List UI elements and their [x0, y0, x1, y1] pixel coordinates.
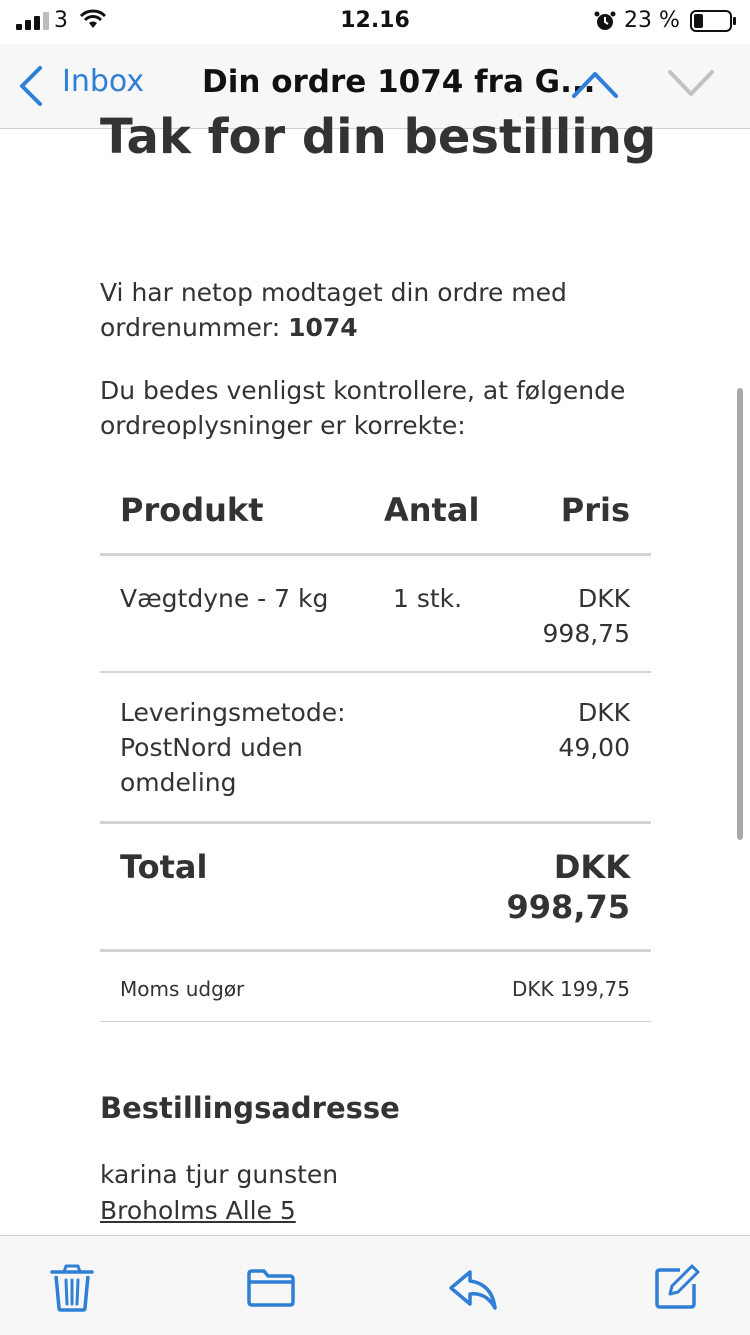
column-header-product: Produkt [120, 491, 264, 529]
carrier-label: 3 [54, 8, 68, 33]
compose-icon[interactable] [654, 1264, 700, 1310]
next-message-chevron-down-icon[interactable] [666, 66, 716, 102]
column-header-quantity: Antal [384, 491, 480, 529]
alarm-icon [594, 10, 616, 32]
vat-value: DKK 199,75 [512, 977, 630, 1001]
address-heading: Bestillingsadresse [100, 1091, 400, 1125]
table-row-vat [100, 975, 651, 1005]
total-divider-top [100, 821, 651, 824]
item-price-value: 998,75 [542, 619, 630, 648]
back-chevron-icon[interactable] [16, 64, 44, 108]
folder-icon[interactable] [246, 1268, 296, 1308]
column-header-price: Pris [560, 491, 630, 529]
status-bar [0, 0, 750, 44]
address-name: karina tjur gunsten [100, 1160, 339, 1189]
scrollbar[interactable] [737, 388, 743, 840]
intro-text: Vi har netop modtaget din ordre med ordrenummer: [100, 278, 567, 342]
shipping-price-value: 49,00 [558, 733, 630, 762]
table-row-item [100, 581, 651, 671]
table-row-total [100, 849, 651, 929]
item-quantity: 1 stk. [393, 584, 463, 613]
trash-icon[interactable] [50, 1264, 94, 1312]
email-heading: Tak for din bestilling [100, 109, 657, 165]
total-value: 998,75 [506, 888, 630, 926]
table-row-shipping [100, 695, 651, 805]
battery-icon [690, 10, 736, 32]
vat-divider [100, 1021, 651, 1022]
vat-label: Moms udgør [120, 977, 245, 1001]
order-table-header [100, 491, 651, 555]
item-price-currency: DKK [577, 584, 630, 613]
shipping-label-line1: Leveringsmetode: [120, 698, 346, 727]
message-subject-title: Din ordre 1074 fra G... [202, 64, 596, 100]
address-street-link[interactable]: Broholms Alle 5 [100, 1196, 296, 1225]
battery-percent: 23 % [624, 8, 680, 33]
total-divider-bottom [100, 949, 651, 952]
reply-icon[interactable] [448, 1268, 498, 1310]
bottom-toolbar [0, 1235, 750, 1335]
check-paragraph: Du bedes venligst kontrollere, at følgende ordreoplysninger er korrekte: [100, 376, 626, 440]
shipping-price-currency: DKK [577, 698, 630, 727]
clock: 12.16 [340, 8, 410, 33]
back-to-inbox-button[interactable]: Inbox [62, 64, 145, 99]
shipping-label-line2: PostNord uden [120, 733, 303, 762]
shipping-label-line3: omdeling [120, 768, 237, 797]
email-body[interactable] [0, 109, 750, 1234]
row-divider [100, 671, 651, 673]
item-product-name: Vægtdyne - 7 kg [120, 584, 329, 613]
total-label: Total [120, 848, 208, 886]
order-number: 1074 [288, 313, 358, 342]
table-header-divider [100, 553, 651, 556]
total-currency: DKK [553, 848, 630, 886]
previous-message-chevron-up-icon[interactable] [570, 66, 620, 102]
intro-paragraph [100, 275, 660, 345]
